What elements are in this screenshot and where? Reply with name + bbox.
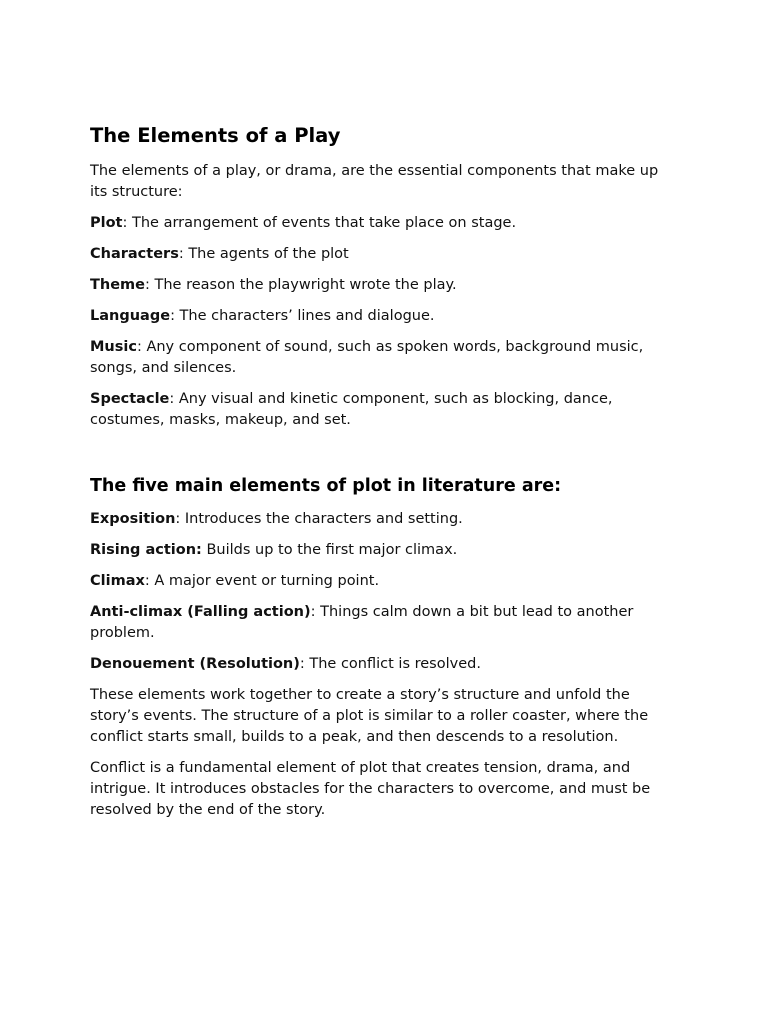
term-definition: : Any visual and kinetic component, such as blocking, dance, costumes, masks, makeup, and set. <box>90 391 613 428</box>
term-label: Theme <box>90 277 145 293</box>
term-label: Language <box>90 308 171 324</box>
term-label: Spectacle <box>90 391 170 407</box>
term-label: Music <box>90 339 137 355</box>
body-paragraph-conflict: Conflict is a fundamental element of plot that creates tension, drama, and intrigue. It introduces obstacles for the characters to overcome, and must be resolved by the end of the story. <box>90 760 651 818</box>
intro-paragraph: The elements of a play, or drama, are the essential components that make up its structure: <box>90 163 659 200</box>
term-label: Characters <box>90 246 179 262</box>
list-item-music <box>90 337 678 379</box>
list-item-anti-climax <box>90 602 678 644</box>
list-item-plot <box>90 213 678 234</box>
section-spacer <box>90 441 678 474</box>
list-item-exposition <box>90 509 678 530</box>
term-label: Exposition <box>90 511 176 527</box>
term-label: Rising action: <box>90 542 202 558</box>
term-label: Climax <box>90 573 145 589</box>
list-item-language <box>90 306 678 327</box>
heading-plot-elements: The five main elements of plot in literature are: <box>90 476 562 496</box>
list-item-rising-action <box>90 540 678 561</box>
term-definition: : Things calm down a bit but lead to another problem. <box>90 604 634 641</box>
term-definition: : The arrangement of events that take place on stage. <box>122 215 517 231</box>
term-definition: Builds up to the first major climax. <box>201 542 458 558</box>
list-item-denouement <box>90 654 678 675</box>
list-item-climax <box>90 571 678 592</box>
list-item-theme <box>90 275 678 296</box>
term-label: Anti-climax (Falling action) <box>90 604 311 620</box>
term-definition: : A major event or turning point. <box>144 573 380 589</box>
list-item-spectacle <box>90 389 678 431</box>
term-definition: : The reason the playwright wrote the play. <box>145 277 457 293</box>
term-label: Plot <box>90 215 123 231</box>
term-definition: : The characters’ lines and dialogue. <box>170 308 435 324</box>
body-paragraph-structure: These elements work together to create a story’s structure and unfold the story’s events. The structure of a plot is similar to a roller coaster, where the conflict starts small, builds to a peak, and then descends to a resolution. <box>90 687 649 745</box>
term-definition: : Introduces the characters and setting. <box>175 511 463 527</box>
term-definition: : Any component of sound, such as spoken words, background music, songs, and silences. <box>90 339 644 376</box>
term-label: Denouement (Resolution) <box>90 656 300 672</box>
term-definition: : The conflict is resolved. <box>299 656 481 672</box>
term-definition: : The agents of the plot <box>178 246 349 262</box>
list-item-characters <box>90 244 678 265</box>
heading-elements-of-a-play: The Elements of a Play <box>90 124 341 147</box>
